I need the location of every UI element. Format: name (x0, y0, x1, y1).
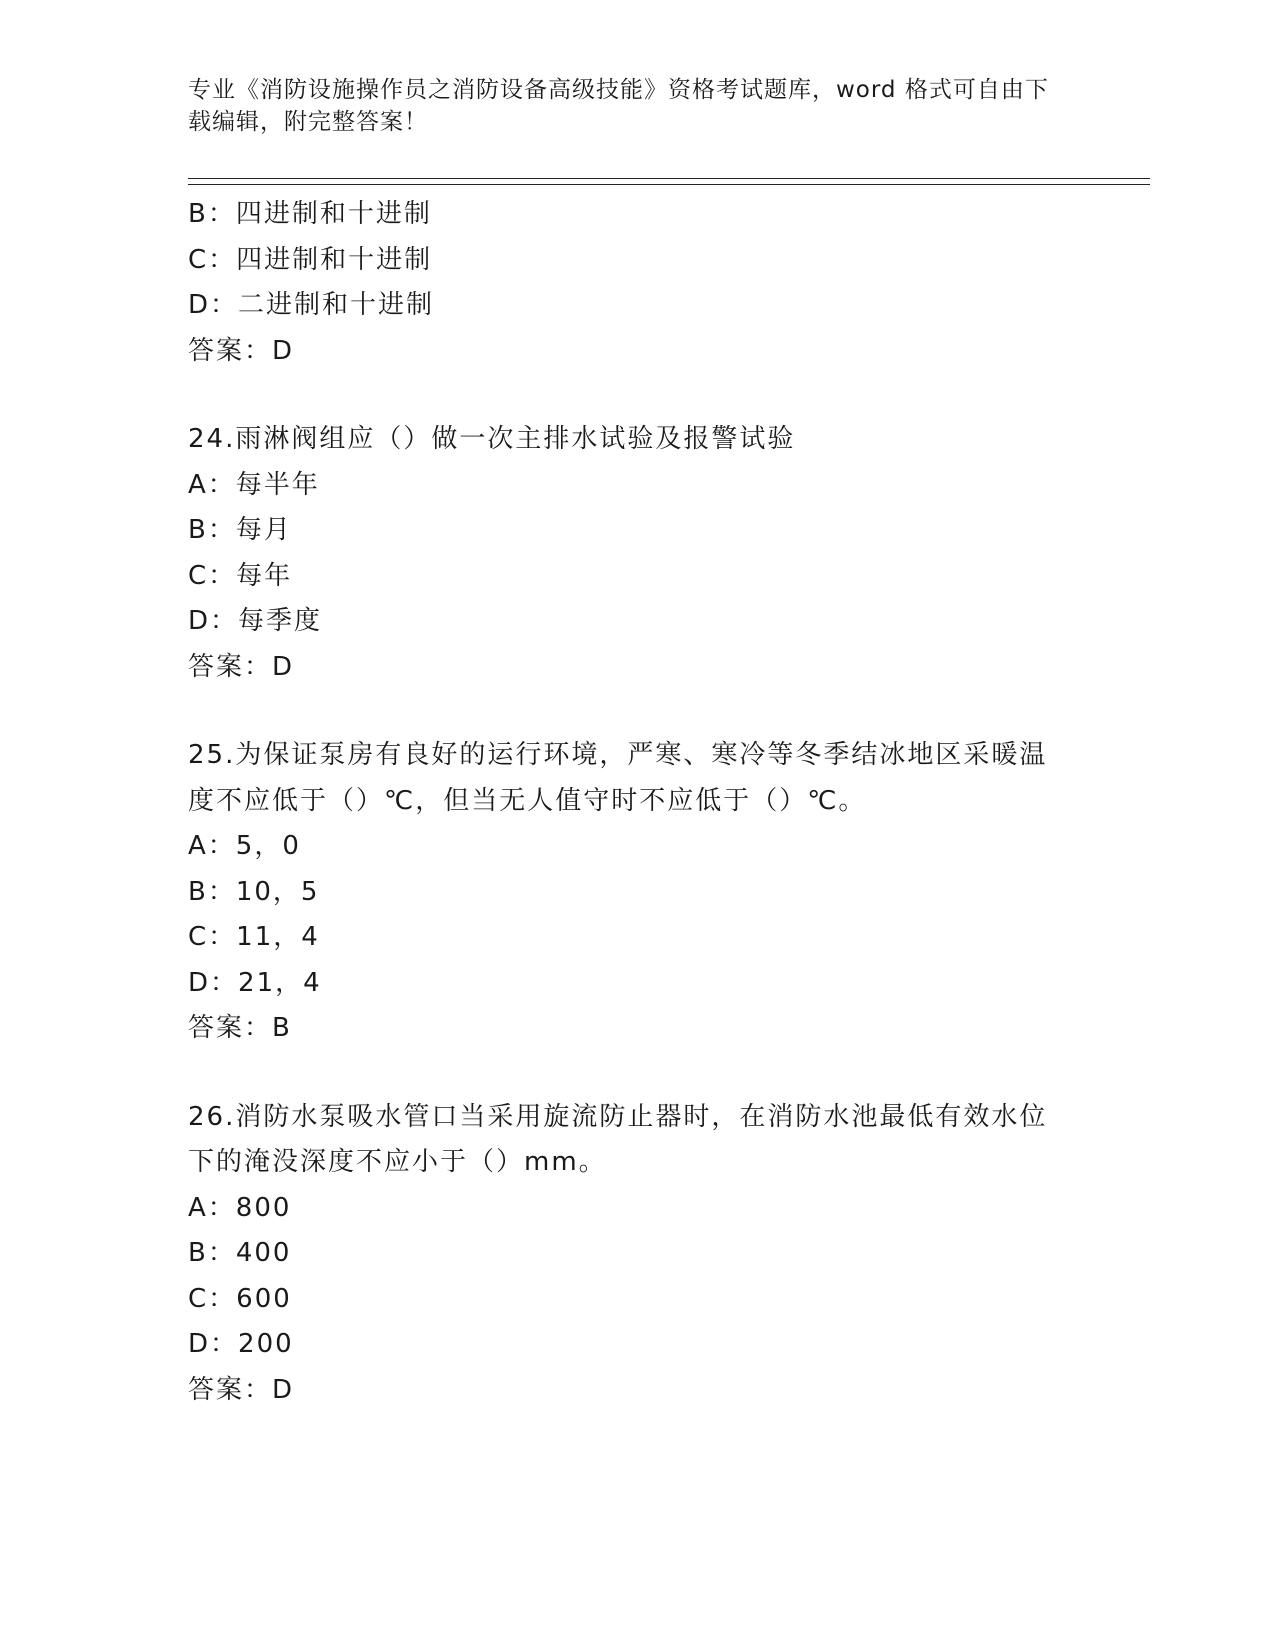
option-b: B：10，5 (188, 876, 320, 907)
answer: 答案：B (188, 1013, 292, 1043)
question-stem-line-1: 26.消防水泵吸水管口当采用旋流防止器时，在消防水池最低有效水位 (188, 1101, 1048, 1132)
option-b: B：每月 (188, 515, 292, 545)
option-d: D：二进制和十进制 (188, 290, 435, 320)
question-list (188, 192, 1088, 1413)
option-a: A：800 (188, 1192, 292, 1223)
question-26 (188, 1095, 1088, 1414)
question-25 (188, 733, 1088, 1052)
header-line-2: 载编辑，附完整答案！ (188, 109, 428, 135)
question-stem-line-2: 度不应低于（）℃，但当无人值守时不应低于（）℃。 (188, 785, 867, 816)
answer: 答案：D (188, 1374, 295, 1405)
header-divider (188, 178, 1150, 185)
question-stem-line-1: 25.为保证泵房有良好的运行环境，严寒、寒冷等冬季结冰地区采暖温 (188, 740, 1048, 770)
question-stem: 24.雨淋阀组应（）做一次主排水试验及报警试验 (188, 424, 796, 454)
answer: 答案：D (188, 651, 295, 682)
question-spacer (188, 690, 1088, 733)
question-spacer (188, 1052, 1088, 1095)
option-c: C：四进制和十进制 (188, 244, 433, 275)
option-d: D：200 (188, 1329, 294, 1359)
document-header (188, 74, 1068, 138)
question-stem-line-2: 下的淹没深度不应小于（）mm。 (188, 1147, 607, 1177)
option-b: B：400 (188, 1238, 292, 1268)
answer: 答案：D (188, 335, 295, 366)
option-b: B：四进制和十进制 (188, 199, 432, 229)
option-d: D：21，4 (188, 967, 322, 998)
question-spacer (188, 374, 1088, 417)
question-24 (188, 417, 1088, 690)
option-c: C：600 (188, 1283, 292, 1314)
option-d: D：每季度 (188, 606, 323, 636)
option-c: C：每年 (188, 560, 293, 591)
header-line-1: 专业《消防设施操作员之消防设备高级技能》资格考试题库，word 格式可自由下 (188, 77, 1049, 103)
option-a: A：每半年 (188, 469, 320, 500)
question-23-continued (188, 192, 1088, 374)
option-a: A：5，0 (188, 831, 301, 861)
option-c: C：11，4 (188, 922, 320, 952)
